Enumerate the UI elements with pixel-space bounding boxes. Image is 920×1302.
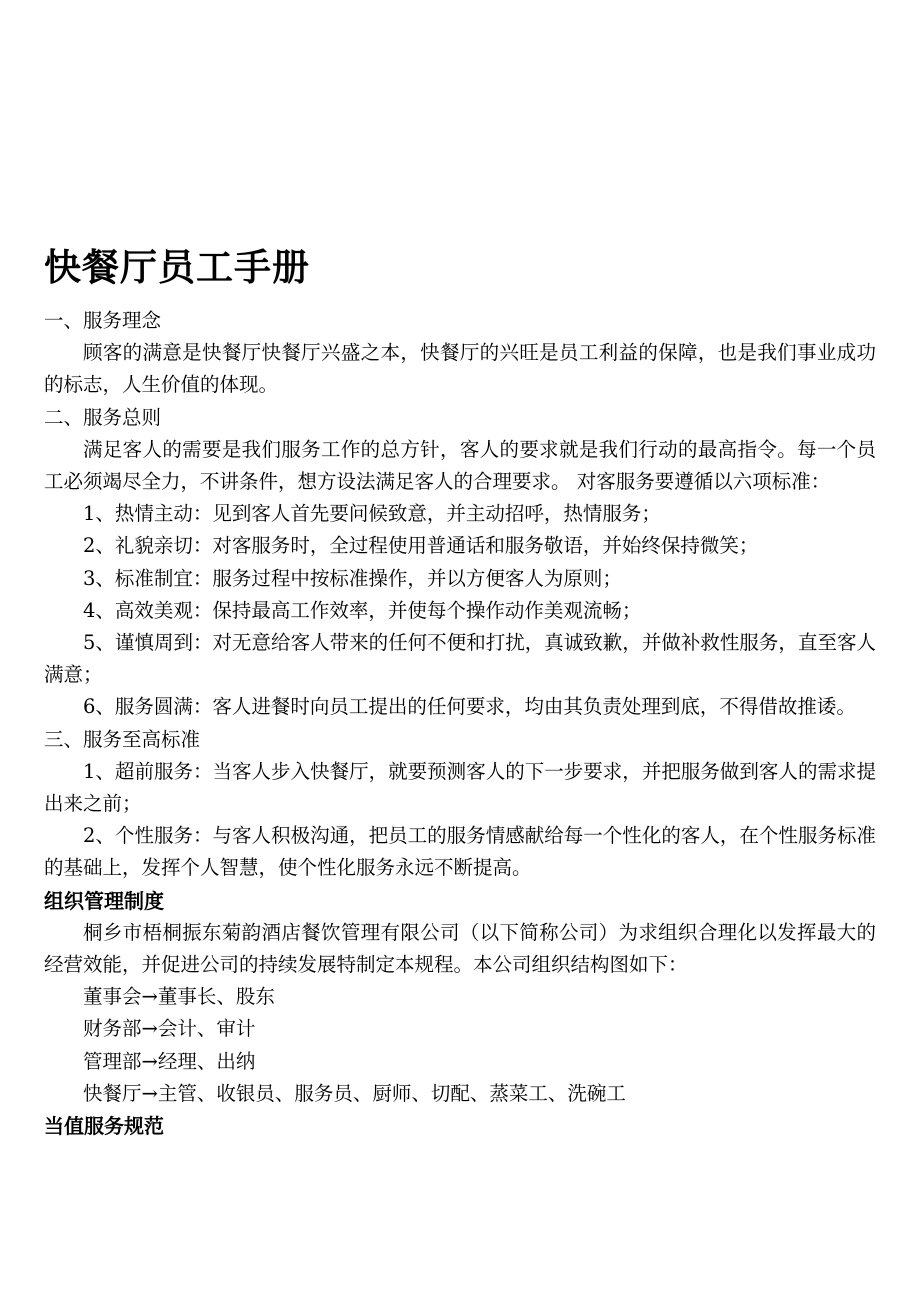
section-2-item-4: 4、高效美观：保持最高工作效率，并使每个操作动作美观流畅； [83,598,642,622]
org-line-finance: 财务部→会计、审计 [83,1017,256,1041]
org-line-management: 管理部→经理、出纳 [83,1049,256,1073]
duty-heading: 当值服务规范 [44,1114,164,1139]
org-paragraph: 桐乡市梧桐振东菊韵酒店餐饮管理有限公司（以下简称公司）为求组织合理化以发挥最大的经营效能，并促进公司的持续发展特制定本规程。本公司组织结构图如下： [44,920,876,977]
section-3-item-2: 2、个性服务：与客人积极沟通，把员工的服务情感献给每一个性化的客人，在个性服务标准的基础上，发挥个人智慧，使个性化服务永远不断提高。 [44,824,876,880]
section-2-item-6: 6、服务圆满：客人进餐时向员工提出的任何要求，均由其负责处理到底，不得借故推诿。 [83,695,856,719]
section-2-heading: 二、服务总则 [44,405,162,429]
section-3-heading: 三、服务至高标准 [44,727,201,751]
document-title: 快餐厅员工手册 [44,246,310,289]
document-body [44,305,876,1142]
org-line-restaurant: 快餐厅→主管、收银员、服务员、厨师、切配、蒸菜工、洗碗工 [83,1081,626,1105]
section-1-heading: 一、服务理念 [44,309,162,332]
section-3-item-1: 1、超前服务：当客人步入快餐厅，就要预测客人的下一步要求，并把服务做到客人的需求提出来之前； [44,759,876,816]
section-1-paragraph: 顾客的满意是快餐厅快餐厅兴盛之本，快餐厅的兴旺是员工利益的保障，也是我们事业成功的标志，人生价值的体现。 [44,341,876,397]
section-2-paragraph: 满足客人的需要是我们服务工作的总方针，客人的要求就是我们行动的最高指令。每一个员工必须竭尽全力，不讲条件，想方设法满足客人的合理要求。 对客服务要遵循以六项标准： [44,437,876,494]
section-2-item-3: 3、标准制宜：服务过程中按标准操作，并以方便客人为原则； [83,566,622,590]
section-2-item-5: 5、谨慎周到：对无意给客人带来的任何不便和打扰，真诚致歉，并做补救性服务，直至客人满意； [44,631,876,687]
org-heading: 组织管理制度 [44,888,164,913]
org-line-board: 董事会→董事长、股东 [83,985,275,1009]
section-2-item-2: 2、礼貌亲切：对客服务时，全过程使用普通话和服务敬语，并始终保持微笑； [83,534,759,558]
section-2-item-1: 1、热情主动：见到客人首先要问候致意，并主动招呼，热情服务； [83,502,661,526]
